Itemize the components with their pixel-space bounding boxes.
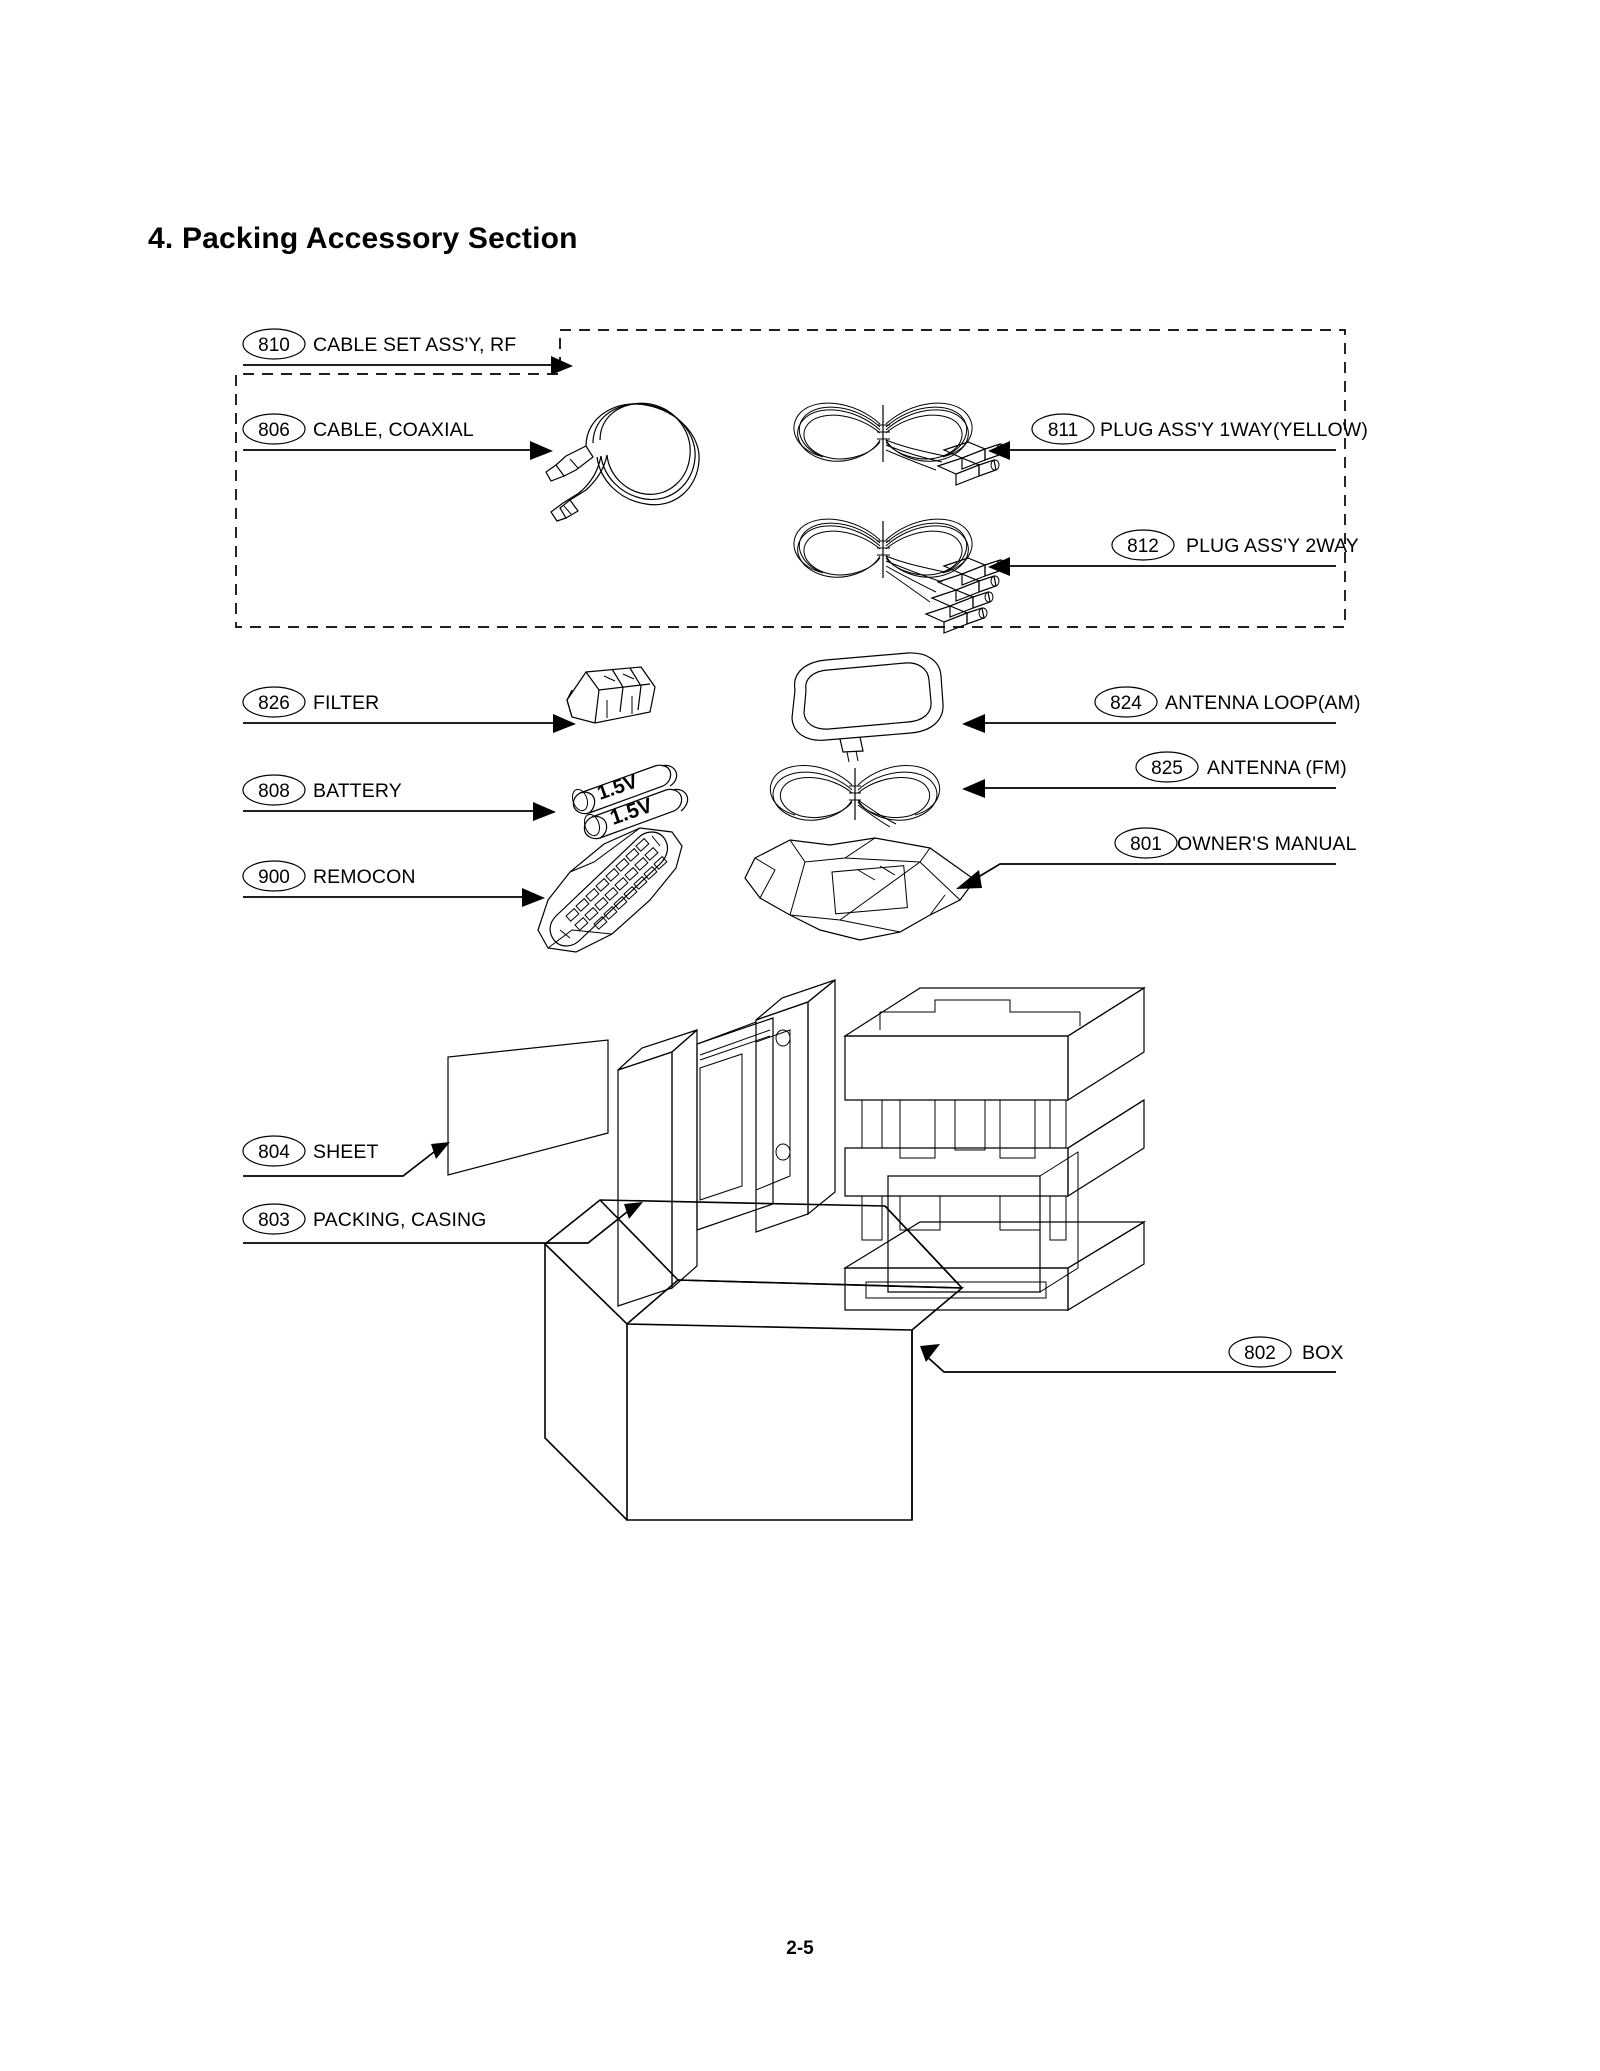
callout-label-804: SHEET [313, 1141, 379, 1163]
page-number: 2-5 [786, 1938, 814, 1959]
page-title: 4. Packing Accessory Section [148, 222, 578, 255]
cable-set-dashed-boundary [236, 330, 1345, 627]
callout-806-cable-coaxial [243, 414, 553, 460]
callout-label-808: BATTERY [313, 780, 402, 802]
ref-number-824: 824 [1110, 693, 1142, 714]
am-loop-antenna-illustration [792, 653, 943, 762]
ref-number-811: 811 [1047, 420, 1079, 441]
ferrite-filter-illustration [567, 667, 655, 723]
plug-cable-2way-illustration [794, 519, 1005, 633]
callout-801-owners-manual [956, 828, 1357, 889]
remocon-illustration [538, 828, 682, 952]
callout-824-antenna-loop-am [962, 687, 1361, 733]
battery-voltage-label-bottom: 1.5V [607, 793, 656, 830]
callout-label-825: ANTENNA (FM) [1207, 757, 1347, 779]
ref-number-801: 801 [1130, 834, 1162, 855]
callout-label-811: PLUG ASS'Y 1WAY(YELLOW) [1100, 419, 1368, 441]
callout-label-803: PACKING, CASING [313, 1209, 487, 1231]
ref-number-806: 806 [258, 420, 290, 441]
packing-casing-illustration [618, 980, 1144, 1310]
callout-803-packing-casing [243, 1202, 643, 1243]
callout-802-box [920, 1337, 1343, 1372]
callout-811-plug-assy-1way-yellow [988, 414, 1368, 460]
callout-label-826: FILTER [313, 692, 380, 714]
fm-antenna-illustration [770, 765, 939, 827]
battery-voltage-label-top: 1.5V [594, 770, 641, 805]
callout-label-812: PLUG ASS'Y 2WAY [1186, 535, 1359, 557]
callout-label-900: REMOCON [313, 866, 416, 888]
callout-804-sheet [243, 1136, 450, 1176]
callout-900-remocon [243, 861, 545, 907]
battery-illustration [570, 765, 688, 838]
callout-label-806: CABLE, COAXIAL [313, 419, 474, 441]
ref-number-812: 812 [1127, 536, 1159, 557]
callout-810-cable-set-assy-rf [243, 329, 573, 375]
ref-number-810: 810 [258, 335, 290, 356]
callout-826-filter [243, 687, 576, 733]
callout-label-802: BOX [1302, 1342, 1344, 1364]
ref-number-826: 826 [258, 693, 290, 714]
callout-label-801: OWNER'S MANUAL [1177, 833, 1357, 855]
owners-manual-illustration [745, 838, 975, 940]
ref-number-802: 802 [1244, 1343, 1276, 1364]
ref-number-803: 803 [258, 1210, 290, 1231]
ref-number-808: 808 [258, 781, 290, 802]
callout-812-plug-assy-2way [988, 530, 1359, 576]
sheet-illustration [448, 1040, 608, 1175]
ref-number-825: 825 [1151, 758, 1183, 779]
callout-825-antenna-fm [962, 752, 1347, 798]
ref-number-804: 804 [258, 1142, 290, 1163]
ref-number-900: 900 [258, 867, 290, 888]
callout-808-battery [243, 775, 556, 821]
coaxial-cable-illustration [546, 403, 699, 521]
callout-label-810: CABLE SET ASS'Y, RF [313, 334, 517, 356]
callout-label-824: ANTENNA LOOP(AM) [1165, 692, 1361, 714]
plug-cable-1way-illustration [794, 403, 1005, 485]
shipping-box-illustration [545, 1200, 962, 1520]
